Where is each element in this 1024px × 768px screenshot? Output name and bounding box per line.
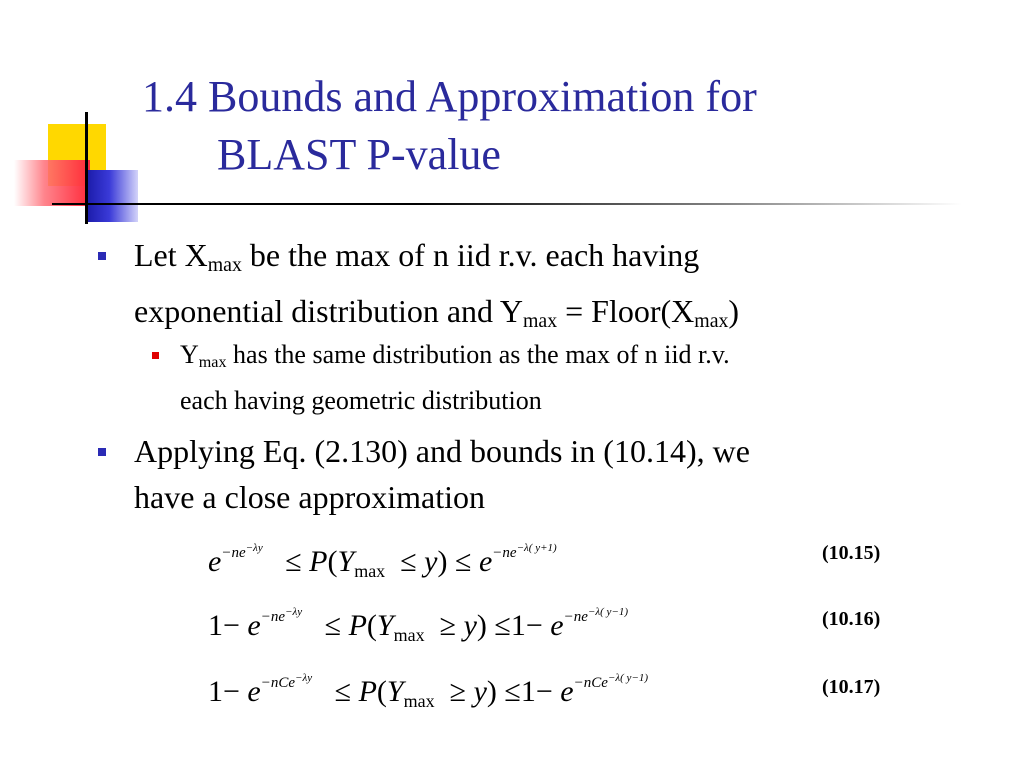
bullet-1-line2-mid: = Floor(X (557, 292, 695, 329)
equation-10-15: $e^{-ne^{-\lambda y}} \le P(Y_{max} \le y) \le e^{-ne^{-\lambda( y+1)}}$ (208, 542, 557, 581)
bullet-2 (134, 428, 994, 520)
bullet-1-line2-end: ) (728, 292, 740, 329)
bullet-2-line1: Applying Eq. (2.130) and bounds in (10.14), we (134, 433, 750, 469)
equation-number: (10.15) (822, 542, 881, 564)
bullet-icon (98, 448, 106, 456)
subscript: max (198, 354, 227, 372)
bullet-1-text: Let X (134, 237, 208, 273)
sub-bullet-line2: each having geometric distribution (180, 386, 542, 416)
title-divider (52, 203, 962, 205)
subscript: max (522, 309, 558, 332)
title-line-1: 1.4 Bounds and Approximation for (142, 72, 757, 121)
equation-number: (10.16) (822, 608, 881, 630)
decor-blue-square (86, 170, 138, 222)
subscript: max (694, 309, 729, 332)
bullet-1-text-rest: be the max of n iid r.v. each having (241, 237, 700, 273)
sub-bullet-icon (152, 352, 159, 359)
sub-bullet-text: Y (180, 340, 199, 369)
subscript: max (207, 253, 242, 276)
sub-bullet-1 (180, 336, 980, 420)
slide-title (142, 68, 1002, 184)
title-line-2: BLAST P-value (217, 130, 501, 179)
bullet-2-line2: have a close approximation (134, 479, 485, 515)
bullet-1-line2: exponential distribution and Y (134, 292, 523, 329)
bullet-1 (134, 232, 994, 344)
decor-vertical-line (85, 112, 88, 224)
decor-red-square (14, 160, 90, 206)
equation-number: (10.17) (822, 676, 881, 698)
equation-10-16: $1- e^{-ne^{-\lambda y}} \le P(Y_{max} \ge y) \le 1- e^{-ne^{-\lambda( y-1)}}$ (208, 606, 628, 645)
sub-bullet-text-rest: has the same distribution as the max of n iid r.v. (226, 340, 730, 369)
bullet-icon (98, 252, 106, 260)
equation-10-17: $1- e^{-nCe^{-\lambda y}} \le P(Y_{max} \ge y) \le 1- e^{-nCe^{-\lambda( y-1)}}$ (208, 672, 648, 711)
